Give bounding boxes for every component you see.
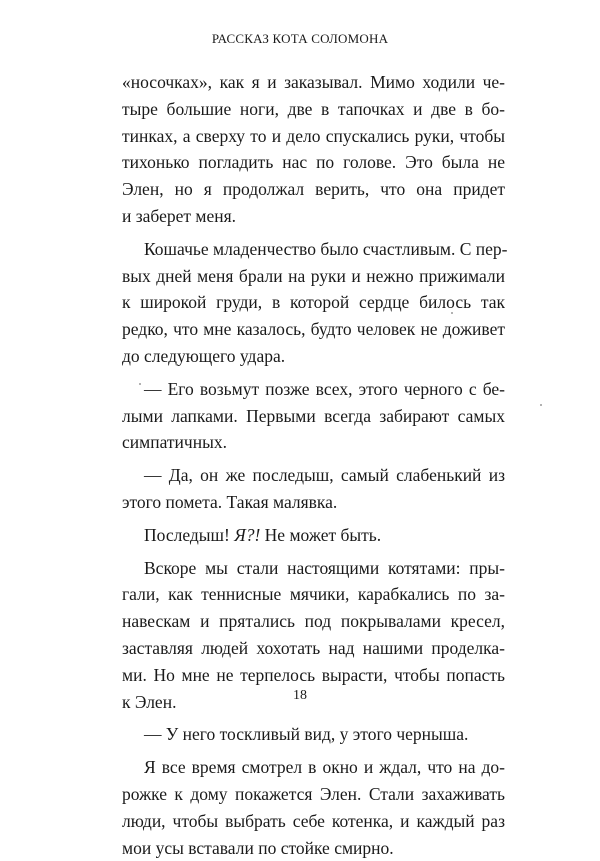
text-line: к Элен.	[122, 691, 177, 712]
text-line: Элен, но я продолжал верить, что она придет	[122, 179, 505, 200]
text-line: и заберет меня.	[122, 205, 237, 226]
text-line: гали, как теннисные мячики, карабкались по за-	[122, 584, 505, 605]
text-line: вых дней меня брали на руки и нежно прижимали	[122, 265, 505, 286]
text-line: ми. Но мне не терпелось вырасти, чтобы попасть	[122, 664, 505, 685]
text-line: тинках, а сверху то и дело спускались руки, чтобы	[122, 125, 505, 146]
print-speck	[540, 404, 542, 406]
text-line: Вскоре мы стали настоящими котятами: пры-	[144, 557, 505, 578]
dialogue-paragraph	[122, 462, 505, 516]
italic-text: Я?!	[234, 524, 261, 545]
paragraph	[122, 236, 508, 370]
text-line: тихонько погладить нас по голове. Это была не	[122, 152, 505, 173]
print-speck	[139, 383, 141, 385]
text-line: симпатичных.	[122, 432, 227, 453]
text-line: заставляя людей хохотать над нашими проделка-	[122, 637, 505, 658]
body-text	[122, 69, 508, 861]
text-line: рожке к дому покажется Элен. Стали захаживать	[122, 783, 505, 804]
text-line: — Да, он же последыш, самый слабенький из	[144, 465, 505, 486]
text-line: этого помета. Такая малявка.	[122, 491, 338, 512]
text-line: до следующего удара.	[122, 345, 286, 366]
text-line: — У него тоскливый вид, у этого черныша.	[144, 724, 469, 745]
running-title: РАССКАЗ КОТА СОЛОМОНА	[211, 31, 389, 46]
text-run: Последыш!	[144, 524, 235, 545]
text-line: Я все время смотрел в окно и ждал, что на до-	[144, 757, 505, 778]
print-speck	[451, 312, 453, 314]
text-line: Кошачье младенчество было счастливым. С пер-	[144, 238, 508, 259]
paragraph	[122, 69, 505, 230]
paragraph	[122, 754, 505, 861]
text-line	[122, 522, 505, 549]
text-line: «носочках», как я и заказывал. Мимо ходили че-	[122, 72, 505, 92]
text-line: к широкой груди, в которой сердце билось так	[122, 292, 505, 313]
page-number: 18	[293, 688, 307, 703]
text-line: редко, что мне казалось, будто человек не доживет	[122, 319, 505, 340]
text-line: мои усы вставали по стойке смирно.	[122, 837, 394, 858]
paragraph	[122, 522, 505, 549]
text-line: лыми лапками. Первыми всегда забирают самых	[122, 405, 505, 426]
text-line: люди, чтобы выбрать себе котенка, и каждый раз	[122, 810, 505, 831]
text-line: навескам и прятались под покрывалами кресел,	[122, 611, 505, 632]
text-run: Не может быть.	[260, 524, 382, 545]
dialogue-paragraph	[122, 721, 505, 748]
text-line: — Его возьмут позже всех, этого черного с бе-	[144, 378, 505, 399]
text-line: тыре большие ноги, две в тапочках и две в бо-	[122, 98, 505, 119]
dialogue-paragraph	[122, 376, 505, 456]
